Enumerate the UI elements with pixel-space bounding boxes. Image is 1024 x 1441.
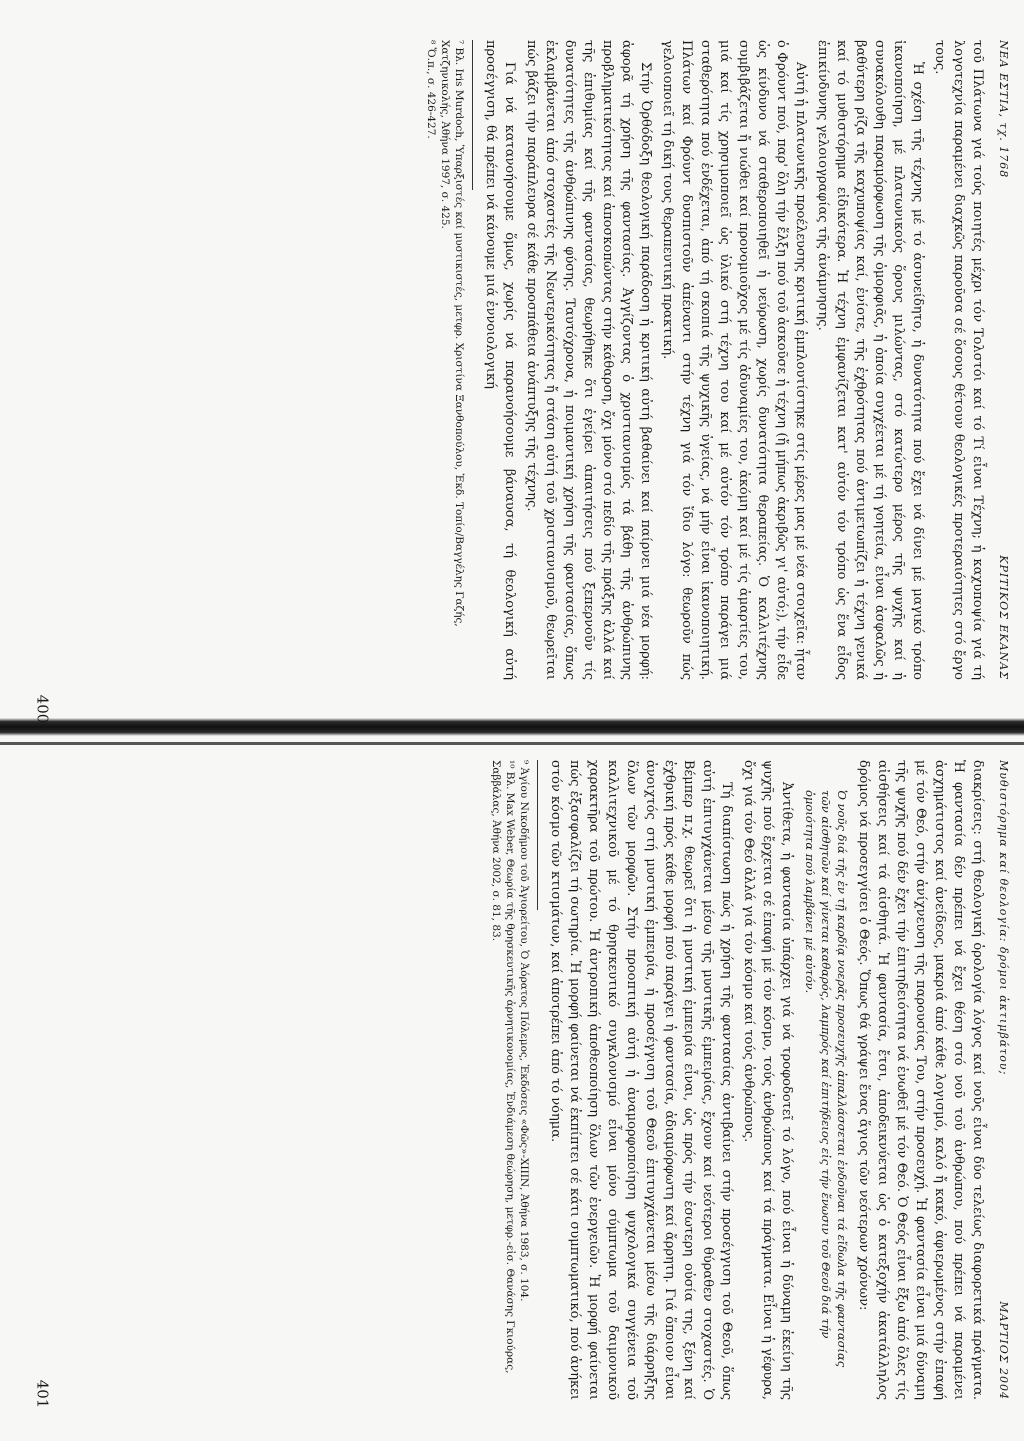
footnote: ⁸ Ὅ.π., σ. 426-427.: [425, 40, 437, 139]
block-quote: Ὁ νοῦς διά τῆς ἐν τῇ καρδίᾳ νοερᾶς προσευχῆς ἀπαλλάσσεται ἐνδοῦναι τά εἴδωλα τῆς φαντασίας τῶν αἰσθητῶν καί γίνεται καθαρός, λαμπρός καί ἐπιτήδειος εἰς τήν ἕνωσιν τοῦ Θεοῦ διά τήν ὁμοιότητα πού λαμβάνει μέ αὐτόν.: [803, 790, 849, 1368]
footnote: ⁹ Ἁγίου Νικοδήμου τοῦ Ἁγιορείτου, Ὁ Ἀόρατος Πόλεμος, Ἐκδόσεις «Φῶς»-ΧΙΙΙΝ, Ἀθήνα 1983, σ. 104.: [518, 760, 530, 1302]
right-page-401: [20, 760, 1010, 1400]
footnote: ¹⁰ Βλ. Max Weber, Θεωρία τῆς θρησκευτικῆς ἀρνητικονομίας, Ἐνδιάμεση θεώρηση, μετφρ.-εἰσ. Θανάσης Γκιούρας, Σαββάλας, Ἀθήνα 2002, σ. 81, 83.: [490, 760, 516, 1374]
page-number-right: 401: [33, 1379, 52, 1409]
paragraph: Ἀντίθετα, ἡ φαντασία ὑπάρχει γιά νά τροφοδοτεῖ τό λόγο, πού εἶναι ἡ δύναμη ἐκείνη τῆς ψυχῆς πού ἔρχεται σέ ἐπαφή μέ τόν κόσμο, τούς ἀνθρώπους καί τά πράγματα. Εἶναι ἡ γέφυρα, ὄχι γιά τόν Θεό ἀλλά γιά τόν κόσμο καί τούς ἀνθρώπους.: [741, 760, 794, 1400]
footnote-rule: [537, 760, 538, 910]
paragraph: Τή διαπίστωση πώς ἡ χρήση τῆς φαντασίας ἀντιβαίνει στήν προσέγγιση τοῦ Θεοῦ, ὅπως αὐτή ἐπιτυγχάνεται μέσω τῆς μυστικῆς ἐμπειρίας, ἔχουν καί νεότεροι θύραθεν στοχαστές. Ὁ Βέμπερ π.χ. θεωρεῖ ὅτι ἡ μυστική ἐμπειρία εἶναι, ὡς πρός τήν ἐσωτερη οὐσία της, ξένη καί ἐχθρική πρός κάθε μορφή πού παράγει ἡ φαντασία, ἀδιαμόρφωτη καί ἄρρητη. Γιά ὅποιον εἶναι ἀνοιχτός στή μυστική ἐμπειρία, ἡ προσέγγιση τοῦ Θεοῦ ἐπιτυγχάνεται μέσω τῆς διάρρηξης ὅλων τῶν μορφῶν. Στήν προοπτική αὐτή ἡ ἀναμορφοποίηση ψυχολογικά συγγένεια τοῦ καλλιτεχνικοῦ μέ τό θρησκευτικό συγκλονισμό εἶναι μόνο σύμπτωμα τοῦ δαιμονικοῦ χαρακτῆρα τοῦ πρώτου. Ἡ ἀντροπική ἀποθεοποίηση ὅλων τῶν ἐνεργειῶν. Ἡ μορφή φαίνεται πώς ἐξασφαλίζει τή σωτηρία. Ἡ μορφή φαίνεται νά ἐκπίπτει σέ κάτι συμπτωματικό, πού ἀνήκει στόν κόσμο τῶν κτισμάτων, καί ἀποτρέπει ἀπό τό νόημα.: [548, 760, 734, 1400]
header-issue-date: ΜΑΡΤΙΟΣ 2004: [997, 1301, 1010, 1400]
header-article-title: Μυθιστόρημα καί θεολογία: δρόμοι ἀκτιμβάτου;: [997, 760, 1010, 1076]
header-journal: ΝΕΑ ΕΣΤΙΑ, τχ. 1768: [997, 40, 1010, 179]
page-number-left: 400: [33, 694, 52, 724]
paragraph: Ἡ σχέση τῆς τέχνης μέ τό ἀσυνείδητο, ἡ δυνατότητα πού ἔχει νά δίνει μέ μαγικό τρόπο ἱκανοποίηση, μέ πλατωνικούς ὅρους μιλώντας, στό κατώτερο μέρος τῆς ψυχῆς καί ἡ συνακόλουθη παραμόρφωση τῆς ὁμορφιᾶς, ἡ ὁποία συγχέεται μέ τή γοητεία, εἶναι ἀσφαλῶς ἡ βαθύτερη ρίζα τῆς καχυποψίας καί, ἐνίοτε, τῆς ἐχθρότητας πού ἀντιμετωπίζει ἡ τέχνη γενικά καί τό μυθιστόρημα εἰδικότερα. Ἡ τέχνη ἐμφανίζεται κατ' αὐτόν τόν τρόπο ὡς ἕνα εἶδος ἐπικίνδυνης γελοιογραφίας τῆς ἀνάμνησης.: [815, 40, 925, 680]
running-header: [997, 760, 1010, 1400]
footnote: ⁷ Βλ. Iris Murdoch, Ὑπαρξιστές καί μυστικιστές, μετφρ. Χριστίνα Ξανθοπούλου, Ἐκδ. Τοπίο/Βαγγέλης Γαζής, Χατζηνικολής, Ἀθήνα 1997, σ. 425.: [439, 40, 465, 627]
gutter-edge-line: [0, 742, 1024, 745]
paragraph: τοῦ Πλάτωνα γιά τούς ποιητές μέχρι τόν Τολστόι καί τό Τί εἶναι Τέχνη; ἡ καχυποψία γιά τή λογοτεχνία παραμένει διαχκῶς παροῦσα σέ ὅσους θέτουν θεολογικές προτεραιότητες στό ἔργο τους.: [932, 40, 985, 680]
book-gutter: [0, 718, 1024, 736]
footnote-rule: [472, 40, 473, 190]
left-page-400: [20, 40, 1010, 680]
paragraph: Γιά νά κατανοήσουμε ὅμως, χωρίς νά παρανοήσουμε βάναυσα, τή θεολογική αὐτή προσέγγιση, θά πρέπει νά κάνουμε μιά ἐννοιολογική: [483, 40, 517, 680]
paragraph: Αὐτή ἡ πλατωνικῆς προέλευσης κριτική ἐμπλουτίστηκε στίς μέρες μας μέ νέα στοιχεῖα: ἦταν ὁ Φρόυντ πού, παρ' ὅλη τήν ἕλξη πού τοῦ ἀσκοῦσε ἡ τέχνη (ἤ μήπως ἀκριβῶς γι' αὐτό;), τήν εἶδε ὡς κίνδυνο νά σταθεροποιηθεῖ ἡ νεύρωση, χωρίς δυνατότητα θεραπείας. Ὁ καλλιτέχνης συμβιβάζεται ἤ νιώθει καί προνομιοῦχος μέ τίς ἀδυναμίες του, ἀκόμη καί μέ τίς ἁμαρτίες του, μιά καί τίς χρησιμοποιεῖ ὡς ὑλικό στή τέχνη του καί μέ αὐτόν τόν τρόπο παράγει μιά σταθερότητα πού ἐνδέχεται, ἀπό τή σκοπιά τῆς ψυχικῆς ὑγείας, νά μήν εἶναι ἱκανοποιητική. Πλάτων καί Φρόυντ δυσπιστοῦν ἀπέναντι στήν τέχνη γιά τόν ἴδιο λόγο: θεωροῦν πώς γελοιοποιεῖ τή δική τους θεραπευτική πρακτική.: [660, 40, 808, 680]
header-section: ΚΡΙΤΙΚΟΣ ΕΚΑΝΑΣ: [997, 555, 1010, 680]
paragraph: διακρίσεις: στή θεολογική ὁρολογία λόγος καί νοῦς εἶναι δύο τελείως διαφορετικά πράγματα. Ἡ φαντασία δέν πρέπει νά ἔχει θέση στό νοῦ τοῦ ἀνθρώπου, πού πρέπει νά παραμένει ἀσχημάτιστος καί ἀνείδεος, μακριά ἀπό κάθε λογισμό, καλό ἤ κακό, ἀφιερωμένος στήν ἐπαφή μέ τόν Θεό, στήν ἀνίχνευση τῆς παρουσίας Του, στήν προσευχή. Ἡ φαντασία εἶναι μιά δύναμη τῆς ψυχῆς πού δέν ἔχει τήν ἐπιτηδειότητα νά ἑνωθεῖ μέ τόν Θεό. Ὁ Θεός εἶναι ἔξω ἀπό ὅλες τίς αἰσθήσεις καί τά αἰσθητά. Ἡ φαντασία, ἔτσι, ἀποδεικνύεται ὡς ὁ κατεξοχήν ἀκατάλληλος δρόμος νά προσεγγίσει ὁ Θεός. Ὅπως θά γράψει ἕνας ἅγιος τῶν νεότερων χρόνων:: [856, 760, 985, 1400]
running-header: [997, 40, 1010, 680]
paragraph: Στήν Ὀρθόδοξη θεολογική παράδοση ἡ κριτική αὐτή βαθαίνει καί παίρνει μιά νέα μορφή: ἀφορᾶ τή χρήση τῆς φαντασίας. Ἀγγίζοντας ὁ χριστιανισμός τά βάθη τῆς ἀνθρώπινης προβληματικότητας καί ἀποσκοπώντας στήν κάθαρση, ὄχι μόνο στό πεδίο τῆς πράξης ἀλλά καί τῆς ἐπιθυμίας καί τῆς φαντασίας, θεωρήθηκε ὅτι ἐγείρει ἀπαιτήσεις πού ξεπερνοῦν τίς δυνατότητες τῆς ἀνθρώπινης φύσης. Ταυτόχρονα, ἡ ποιμαντική χρήση τῆς φαντασίας, ὅπως ἐκλαμβάνεται ἀπό στοχαστές τῆς Νεωτερικότητας ἤ στάση αὐτή τοῦ χριστιανισμοῦ, θεωρεῖται πώς βάζει τήν παράπλευρα σέ κάθε προσπάθεια ἀνάπτυξης τῆς τέχνης.: [524, 40, 653, 680]
